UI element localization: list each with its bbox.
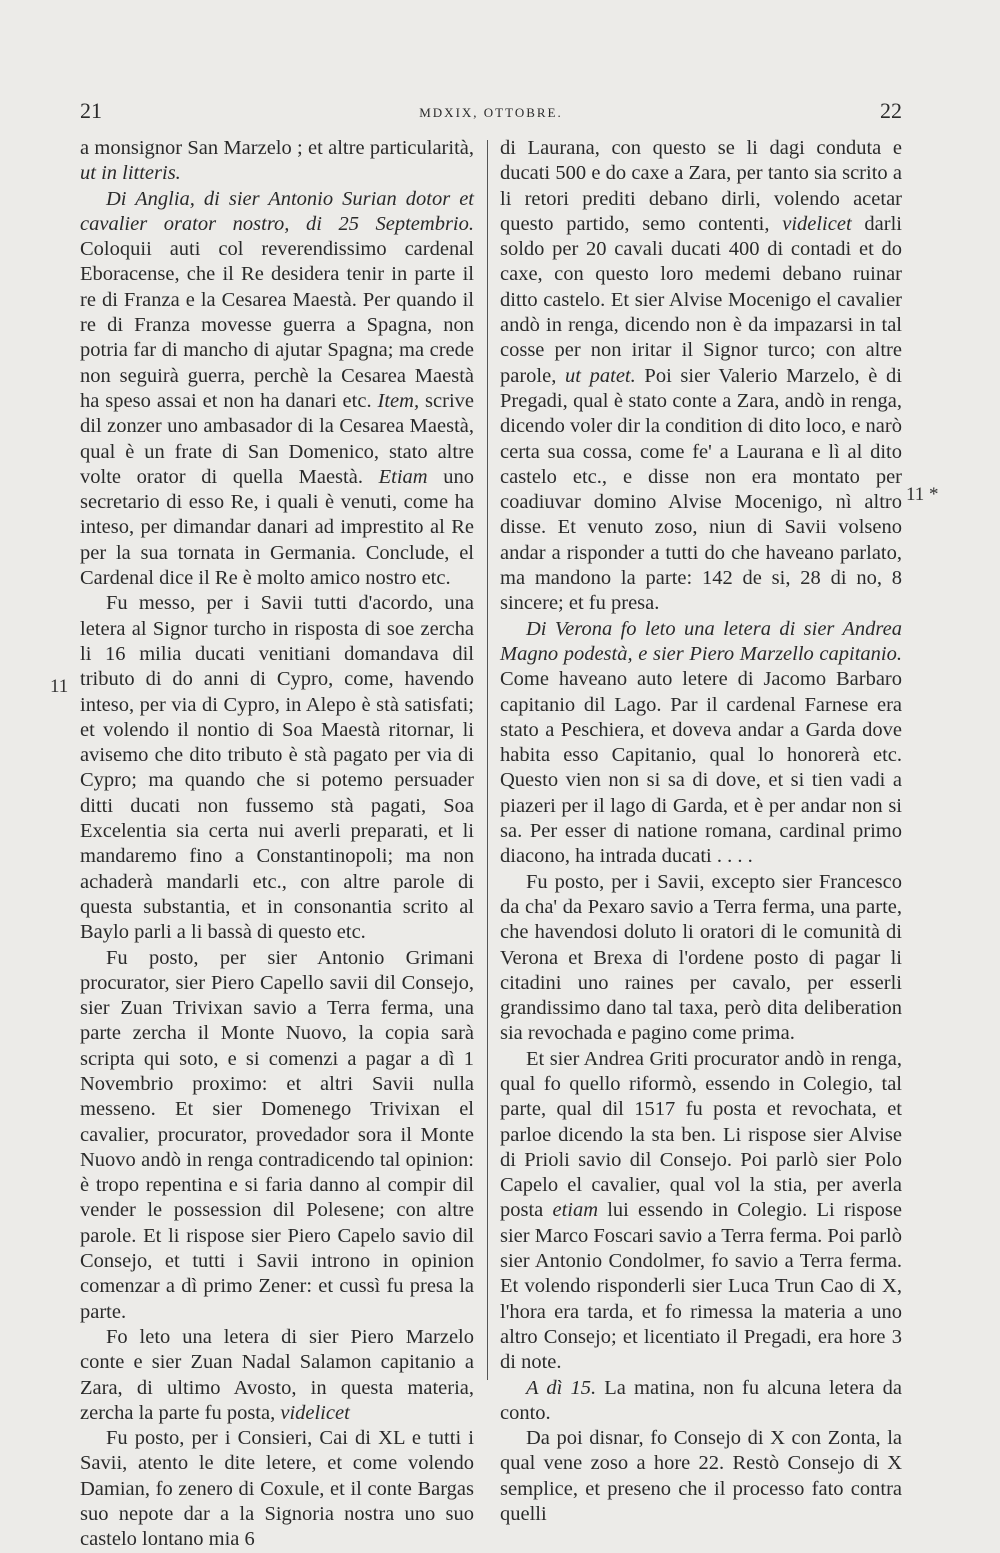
running-title: MDXIX, OTTOBRE.: [419, 105, 563, 120]
text-run: La matina, non fu alcuna letera da conto.: [500, 1376, 902, 1424]
column-divider: [487, 140, 488, 1380]
text-run: Poi sier Valerio Marzelo, è di Pregadi, qual è stato conte a Zara, andò in renga, dicendo voler dir la condition di dito loco, e narò certa sua cossa, come fe' a Laurana e lì al dito castelo etc., e disse non era montato per coadiuvar domino Alvise Mocenigo, nì altro disse. Et venuto zoso, niun di Savii volseno andar a risponder a tutti do che haveano parlato, ma mandono la parte: 142 de si, 28 di no, 8 sincere; et fu presa.: [500, 364, 902, 615]
page-header: [80, 98, 902, 128]
text-run: uno secretario di esso Re, i quali è venuti, come ha inteso, per dimandar danari ad imprestito al Re per la sua tornata in Germania. Conclude, el Cardenal dice il Re è molto amico nostro etc.: [80, 465, 475, 590]
page-number-left: 21: [80, 98, 102, 123]
paragraph: Fu posto, per i Savii, excepto sier Francesco da cha' da Pexaro savio a Terra ferma, una parte, che havendosi doluto li oratori di le comunità di Verona et Brexa di l'ordene posto di pagar li citadini uno raines per cavalo, per esserli grandissimo dano tal taxa, però dita deliberation sia revochada e pagino come prima.: [500, 870, 902, 1045]
paragraph: Fu messo, per i Savii tutti d'acordo, una letera al Signor turcho in risposta di soe zercha li 16 milia ducati venitiani domandava dil tributo di do anni di Cypro, come, havendo inteso, per via di Cypro, in Alepo è stà satisfati; et volendo il nontio di Soa Maestà ritornar, li avisemo che dito tributo è stà pagato per via di Cypro; ma quando che si potemo persuader ditti ducati non fussemo stà pagati, Soa Excelentia sia certa nui averli preparati, et li mandaremo fino a Constantinopoli; ma non achaderà mandarli etc., con altre parole di questa substantia, et in consonantia scrito al Baylo parli a li bassà di questo etc.: [80, 592, 474, 944]
left-column: [80, 136, 475, 1551]
paragraph: [80, 187, 474, 592]
paragraph: [500, 1047, 902, 1376]
italic-date: A dì 15.: [526, 1376, 597, 1399]
text-run: Come haveano auto letere di Jacomo Barbaro capitanio dil Lago. Par il cardenal Farnese era stato a Peschiera, et doveva andar a Garda dove habita esso Capitanio, qual lo honorerà etc. Questo vien non si sa di dove, et si tien vadi a piazeri per il lago di Garda, et è per andar non si sa. Per esser di natione romana, cardinal primo diacono, ha intrada ducati . . . .: [500, 668, 902, 868]
paragraph: Fu posto, per sier Antonio Grimani procurator, sier Piero Capello savii dil Consejo, sier Zuan Trivixan savio a Terra ferma, una parte zercha il Monte Nuovo, la copia sarà scripta qui soto, e si comenzi a pagar a dì 1 Novembrio proximo: et altri Savii nulla messeno. Et sier Domenego Trivixan el cavalier, procurator, provedador sora il Monte Nuovo andò in renga contradicendo tal opinion: è tropo repentina e si faria danno al compir dil vender le possession dil Polesene; con altre parole. Et li rispose sier Piero Capelo savio dil Consejo, et tutti i Savii introno in opinion comenzar a dì primo Zener: et cussì fu presa la parte.: [80, 946, 474, 1323]
italic-heading: Di Anglia, di sier Antonio Surian dotor et cavalier orator nostro, di 25 Septembrio.: [80, 187, 474, 235]
paragraph: [80, 1325, 474, 1426]
text-run: darli soldo per 20 cavali ducati 400 di contadi et do caxe, con questo loro medemi debano ruinar ditto castelo. Et sier Alvise Mocenigo el cavalier andò in renga, dicendo non è da impazarsi in tal cosse per non iritar il Signor turco; con altre parole,: [500, 212, 902, 387]
italic-heading: Di Verona fo leto una letera di sier Andrea Magno podestà, e sier Piero Marzello capitanio.: [500, 617, 902, 665]
text-run: Coloquii auti col reverendissimo cardenal Eboracense, che il Re desidera tenir in parte il re di Franza e la Cesarea Maestà. Per quando il re di Franza movesse guerra a Spagna, non potria far di mancho di ajutar Spagna; ma crede non seguirà guerra, perchè la Cesarea Maestà ha speso assai et non ha danari etc.: [80, 238, 474, 412]
paragraph: Fu posto, per i Consieri, Cai di XL e tutti i Savii, atento le dite letere, et come volendo Damian, fo zenero di Coxule, et il conte Bargas suo nepote dar a la Signoria nostra uno suo castelo lontano mia 6: [80, 1427, 474, 1551]
italic-text: videlicet: [782, 212, 852, 235]
italic-text: etiam: [552, 1199, 599, 1222]
text-run: lui essendo in Colegio. Li rispose sier Marco Foscari savio a Terra ferma. Poi parlò sier Antonio Condolmer, fo savio a Terra ferma. Et volendo risponderli sier Luca Trun Cao di X, l'hora era tarda, et fo rimessa la materia a uno altro Consejo; et licentiato il Pregadi, era hore 3 di note.: [500, 1199, 902, 1374]
page-number-right: 22: [880, 98, 902, 123]
italic-text: Item,: [377, 389, 420, 412]
text-run: a monsignor San Marzelo ; et altre particularità,: [80, 137, 474, 159]
italic-text: ut in litteris.: [80, 162, 181, 185]
italic-text: Etiam: [378, 465, 428, 488]
margin-note-right: 11 *: [906, 484, 939, 505]
italic-text: ut patet.: [565, 364, 636, 387]
text-run: scrive dil zonzer uno ambasador di la Cesarea Maestà, qual è un frate di San Domenico, stato altre volte orator di quella Maestà.: [80, 389, 474, 488]
text-run: Et sier Andrea Griti procurator andò in renga, qual fo quello riformò, essendo in Colegio, tal parte, qual dil 1517 fu posta et revochata, et parloe dicendo la sta ben. Li rispose sier Alvise di Prioli savio dil Consejo. Poi parlò sier Polo Capelo el cavalier, qual vol la stia, per averla posta: [500, 1047, 902, 1222]
paragraph: [80, 136, 474, 187]
paragraph: Da poi disnar, fo Consejo di X con Zonta, la qual vene zoso a hore 22. Restò Consejo di X semplice, et preseno che il processo fato contra quelli: [500, 1427, 902, 1526]
italic-text: videlicet: [280, 1401, 350, 1424]
text-run: di Laurana, con questo se li dagi conduta e ducati 500 e do caxe a Zara, per tanto sia scrito a li retori prediti debano dirli, volendo acetar questo partido, semo contenti,: [500, 137, 902, 235]
right-column: [500, 136, 902, 1526]
paragraph: [500, 136, 902, 617]
margin-note-left: 11: [50, 676, 69, 697]
paragraph: [500, 617, 902, 870]
text-run: Fo leto una letera di sier Piero Marzelo conte e sier Zuan Nadal Salamon capitanio a Zara, di ultimo Avosto, in questa materia, zercha la parte fu posta,: [80, 1325, 474, 1424]
paragraph: [500, 1376, 902, 1427]
